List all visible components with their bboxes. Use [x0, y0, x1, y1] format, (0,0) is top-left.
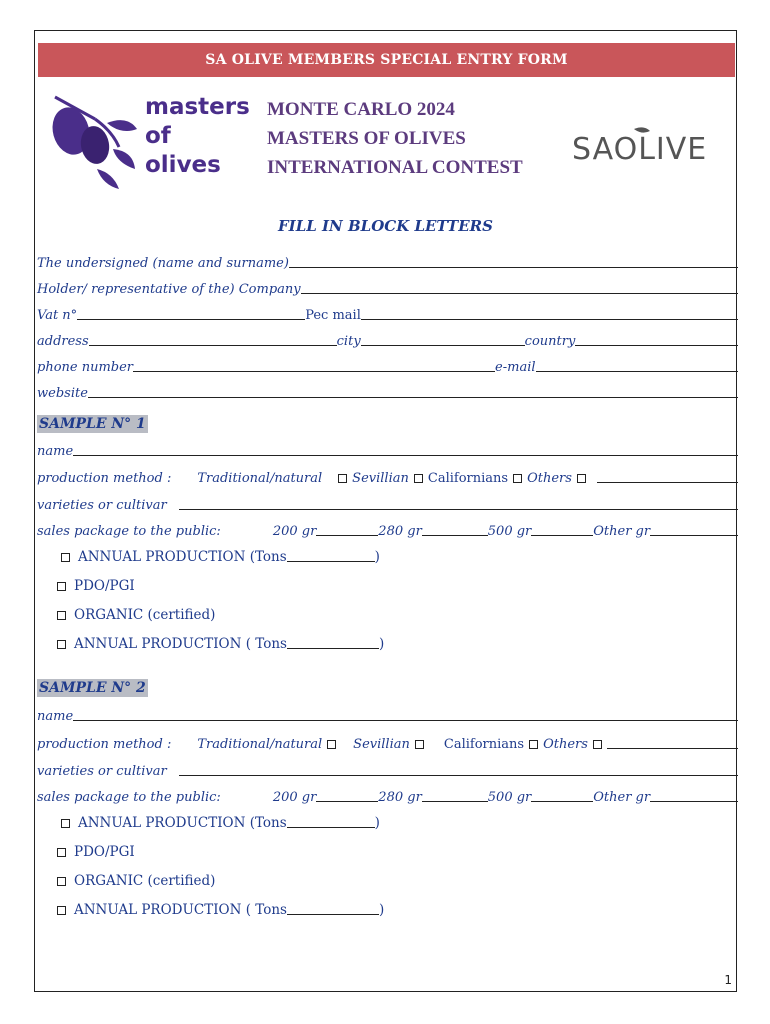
varieties-label: varieties or cultivar [37, 764, 167, 779]
method-others-label: Others [543, 737, 588, 752]
fill-in-title: FILL IN BLOCK LETTERS [278, 217, 493, 235]
saolive-wordmark: SAOLIVE [572, 132, 708, 165]
size-500-label: 500 gr [487, 524, 532, 539]
sample-2-name-row [37, 706, 738, 724]
paren-close: ) [378, 902, 385, 918]
annual-production-label: ANNUAL PRODUCTION (Tons [78, 549, 287, 565]
method-others-field[interactable] [597, 482, 738, 483]
size-200-field[interactable] [316, 535, 378, 536]
sample-2-heading: SAMPLE N° 2 [39, 680, 146, 696]
sales-label: sales package to the public: [37, 790, 221, 805]
sample-2-method-row [37, 734, 738, 752]
method-californians-checkbox[interactable] [513, 474, 522, 483]
email-field[interactable] [536, 371, 738, 372]
annual-production-2-field[interactable] [287, 648, 379, 649]
undersigned-field[interactable] [289, 267, 738, 268]
size-other-field[interactable] [650, 801, 738, 802]
size-200-field[interactable] [316, 801, 378, 802]
website-field[interactable] [88, 397, 738, 398]
sample-2-annual-production-option [61, 815, 380, 831]
sample-1-name-field[interactable] [73, 455, 738, 456]
annual-production-label: ANNUAL PRODUCTION (Tons [78, 815, 287, 831]
vat-field[interactable] [77, 319, 305, 320]
page-number: 1 [724, 973, 732, 987]
method-sevillian-checkbox[interactable] [414, 474, 423, 483]
size-200-label: 200 gr [272, 524, 317, 539]
sample-1-sales-row [37, 521, 738, 539]
method-sevillian-label: Sevillian [353, 737, 410, 752]
pdo-checkbox[interactable] [57, 582, 66, 591]
annual-production-checkbox[interactable] [61, 819, 70, 828]
sample-1-heading: SAMPLE N° 1 [39, 416, 146, 432]
sample-1-varieties-field[interactable] [179, 509, 738, 510]
method-others-field[interactable] [607, 748, 738, 749]
undersigned-label: The undersigned (name and surname) [37, 256, 289, 271]
address-label: address [37, 334, 89, 349]
logo-line: of [145, 123, 171, 149]
organic-checkbox[interactable] [57, 877, 66, 886]
email-label: e-mail [495, 360, 536, 375]
size-280-field[interactable] [422, 535, 488, 536]
vat-row [37, 305, 738, 323]
sample-2-name-field[interactable] [73, 720, 738, 721]
sample-1-annual-production-2-option [57, 636, 384, 652]
pdo-label: PDO/PGI [74, 578, 135, 594]
method-traditional-label: Traditional/natural [197, 471, 323, 486]
vat-label: Vat n° [37, 308, 78, 323]
logo-line: masters [145, 94, 250, 120]
sample-1-pdo-option [57, 578, 135, 594]
phone-field[interactable] [133, 371, 495, 372]
organic-label: ORGANIC (certified) [74, 607, 216, 623]
annual-production-2-checkbox[interactable] [57, 906, 66, 915]
pdo-label: PDO/PGI [74, 844, 135, 860]
olive-branch-icon [47, 97, 137, 189]
annual-production-checkbox[interactable] [61, 553, 70, 562]
method-others-label: Others [527, 471, 572, 486]
sample-2-organic-option [57, 873, 215, 889]
method-californians-label: Californians [443, 737, 525, 752]
size-500-field[interactable] [531, 535, 593, 536]
paren-close: ) [374, 549, 380, 565]
contest-line: MONTE CARLO 2024 [267, 99, 455, 120]
address-row [37, 331, 738, 349]
size-280-label: 280 gr [378, 524, 422, 539]
annual-production-2-checkbox[interactable] [57, 640, 66, 649]
pdo-checkbox[interactable] [57, 848, 66, 857]
size-280-label: 280 gr [378, 790, 422, 805]
size-200-label: 200 gr [272, 790, 317, 805]
size-500-field[interactable] [531, 801, 593, 802]
website-row [37, 383, 738, 401]
varieties-label: varieties or cultivar [37, 498, 167, 513]
saolive-logo [570, 125, 720, 165]
method-californians-checkbox[interactable] [529, 740, 538, 749]
country-field[interactable] [575, 345, 738, 346]
paren-close: ) [374, 815, 380, 831]
logo-wordmark [145, 93, 250, 180]
city-field[interactable] [361, 345, 525, 346]
annual-production-2-label: ANNUAL PRODUCTION ( Tons [74, 902, 287, 918]
method-label: production method : [37, 737, 172, 752]
organic-checkbox[interactable] [57, 611, 66, 620]
holder-field[interactable] [301, 293, 738, 294]
phone-label: phone number [37, 360, 134, 375]
sample-1-name-row [37, 441, 738, 459]
phone-row [37, 357, 738, 375]
method-others-checkbox[interactable] [577, 474, 586, 483]
method-traditional-label: Traditional/natural [197, 737, 323, 752]
sample-1-varieties-row [37, 495, 738, 513]
undersigned-row [37, 253, 738, 271]
sales-label: sales package to the public: [37, 524, 221, 539]
form-page [34, 30, 737, 992]
country-label: country [524, 334, 576, 349]
sample-2-sales-row [37, 787, 738, 805]
sample-2-varieties-row [37, 761, 738, 779]
logo-line: olives [145, 152, 221, 178]
method-others-checkbox[interactable] [593, 740, 602, 749]
method-sevillian-checkbox[interactable] [415, 740, 424, 749]
organic-label: ORGANIC (certified) [74, 873, 216, 889]
paren-close: ) [378, 636, 385, 652]
contest-line: MASTERS OF OLIVES [267, 128, 466, 149]
city-label: city [336, 334, 361, 349]
holder-label: Holder/ representative of the) Company [37, 282, 301, 297]
contest-title [267, 95, 523, 182]
sample-2-annual-production-2-option [57, 902, 384, 918]
size-280-field[interactable] [422, 801, 488, 802]
sample-2-varieties-field[interactable] [179, 775, 738, 776]
address-field[interactable] [89, 345, 337, 346]
pec-field[interactable] [361, 319, 738, 320]
method-sevillian-label: Sevillian [352, 471, 409, 486]
holder-row [37, 279, 738, 297]
contest-line: INTERNATIONAL CONTEST [267, 157, 523, 178]
method-californians-label: Californians [427, 471, 509, 486]
sample-1-annual-production-option [61, 549, 380, 565]
sample-name-label: name [37, 709, 74, 724]
size-other-label: Other gr [593, 790, 651, 805]
sample-1-method-row [37, 468, 738, 486]
method-traditional-checkbox[interactable] [338, 474, 347, 483]
method-traditional-checkbox[interactable] [327, 740, 336, 749]
form-banner: SA OLIVE MEMBERS SPECIAL ENTRY FORM [38, 43, 735, 77]
pec-label: Pec mail [305, 308, 361, 323]
annual-production-field[interactable] [287, 561, 375, 562]
annual-production-field[interactable] [287, 827, 375, 828]
method-label: production method : [37, 471, 172, 486]
annual-production-2-label: ANNUAL PRODUCTION ( Tons [74, 636, 287, 652]
size-other-field[interactable] [650, 535, 738, 536]
size-other-label: Other gr [593, 524, 651, 539]
annual-production-2-field[interactable] [287, 914, 379, 915]
sample-1-organic-option [57, 607, 215, 623]
size-500-label: 500 gr [487, 790, 532, 805]
sample-name-label: name [37, 444, 74, 459]
sample-2-pdo-option [57, 844, 135, 860]
website-label: website [37, 386, 88, 401]
